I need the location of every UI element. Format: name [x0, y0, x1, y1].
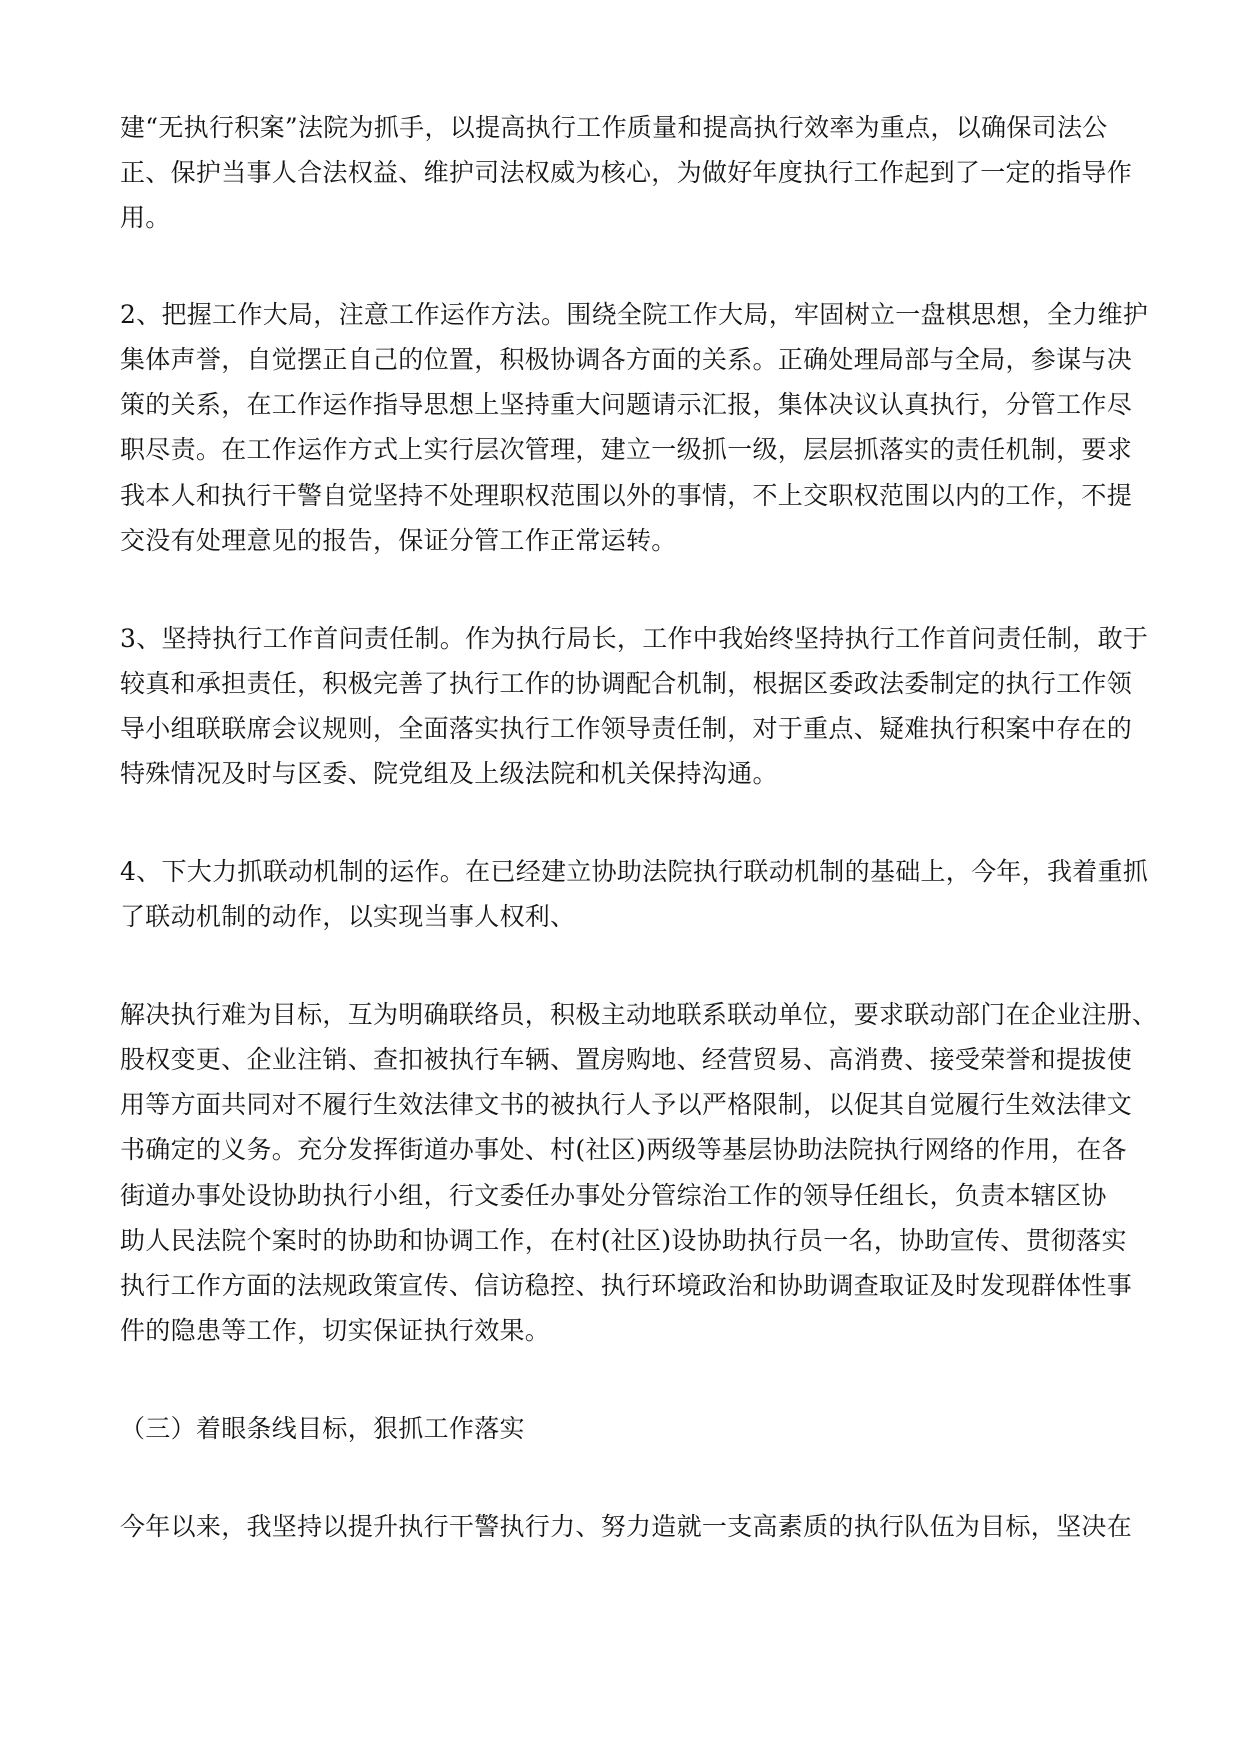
text-line: 解决执行难为目标，互为明确联络员，积极主动地联系联动单位，要求联动部门在企业注册、: [120, 1000, 1158, 1029]
text-line: 执行工作方面的法规政策宣传、信访稳控、执行环境政治和协助调查取证及时发现群体性事: [120, 1271, 1133, 1300]
text-line: 策的关系，在工作运作指导思想上坚持重大问题请示汇报，集体决议认真执行，分管工作尽: [120, 390, 1133, 419]
text-line: 2、把握工作大局，注意工作运作方法。围绕全院工作大局，牢固树立一盘棋思想，全力维护: [120, 300, 1149, 329]
text-line: 4、下大力抓联动机制的运作。在已经建立协助法院执行联动机制的基础上，今年，我着重抓: [120, 857, 1149, 886]
text-line: 正、保护当事人合法权益、维护司法权威为核心，为做好年度执行工作起到了一定的指导作: [120, 158, 1133, 187]
text-line: 我本人和执行干警自觉坚持不处理职权范围以外的事情，不上交职权范围以内的工作，不提: [120, 481, 1133, 510]
text-line: 街道办事处设协助执行小组，行文委任办事处分管综治工作的领导任组长，负责本辖区协: [120, 1181, 1107, 1210]
text-line: 集体声誉，自觉摆正自己的位置，积极协调各方面的关系。正确处理局部与全局，参谋与决: [120, 345, 1133, 374]
text-line: 3、坚持执行工作首问责任制。作为执行局长，工作中我始终坚持执行工作首问责任制，敢于: [120, 624, 1149, 653]
text-line: 交没有处理意见的报告，保证分管工作正常运转。: [120, 526, 677, 555]
text-line: 较真和承担责任，积极完善了执行工作的协调配合机制，根据区委政法委制定的执行工作领: [120, 669, 1133, 698]
text-line: 职尽责。在工作运作方式上实行层次管理，建立一级抓一级，层层抓落实的责任机制，要求: [120, 435, 1133, 464]
text-line: 特殊情况及时与区委、院党组及上级法院和机关保持沟通。: [120, 759, 778, 788]
text-line: 今年以来，我坚持以提升执行干警执行力、努力造就一支高素质的执行队伍为目标，坚决在: [120, 1512, 1133, 1541]
text-line: 股权变更、企业注销、查扣被执行车辆、置房购地、经营贸易、高消费、接受荣誉和提拔使: [120, 1045, 1133, 1074]
text-line: 书确定的义务。充分发挥街道办事处、村(社区)两级等基层协助法院执行网络的作用，在各: [120, 1135, 1127, 1164]
text-line: 件的隐患等工作，切实保证执行效果。: [120, 1316, 551, 1345]
text-line: 用。: [120, 203, 171, 232]
text-line: 导小组联联席会议规则，全面落实执行工作领导责任制，对于重点、疑难执行积案中存在的: [120, 714, 1133, 743]
section-heading: （三）着眼条线目标，狠抓工作落实: [120, 1414, 525, 1443]
text-line: 用等方面共同对不履行生效法律文书的被执行人予以严格限制，以促其自觉履行生效法律文: [120, 1090, 1133, 1119]
text-line: 助人民法院个案时的协助和协调工作，在村(社区)设协助执行员一名，协助宣传、贯彻落实: [120, 1226, 1127, 1255]
text-line: 建“无执行积案”法院为抓手，以提高执行工作质量和提高执行效率为重点，以确保司法公: [120, 113, 1108, 142]
text-line: 了联动机制的动作，以实现当事人权利、: [120, 902, 576, 931]
